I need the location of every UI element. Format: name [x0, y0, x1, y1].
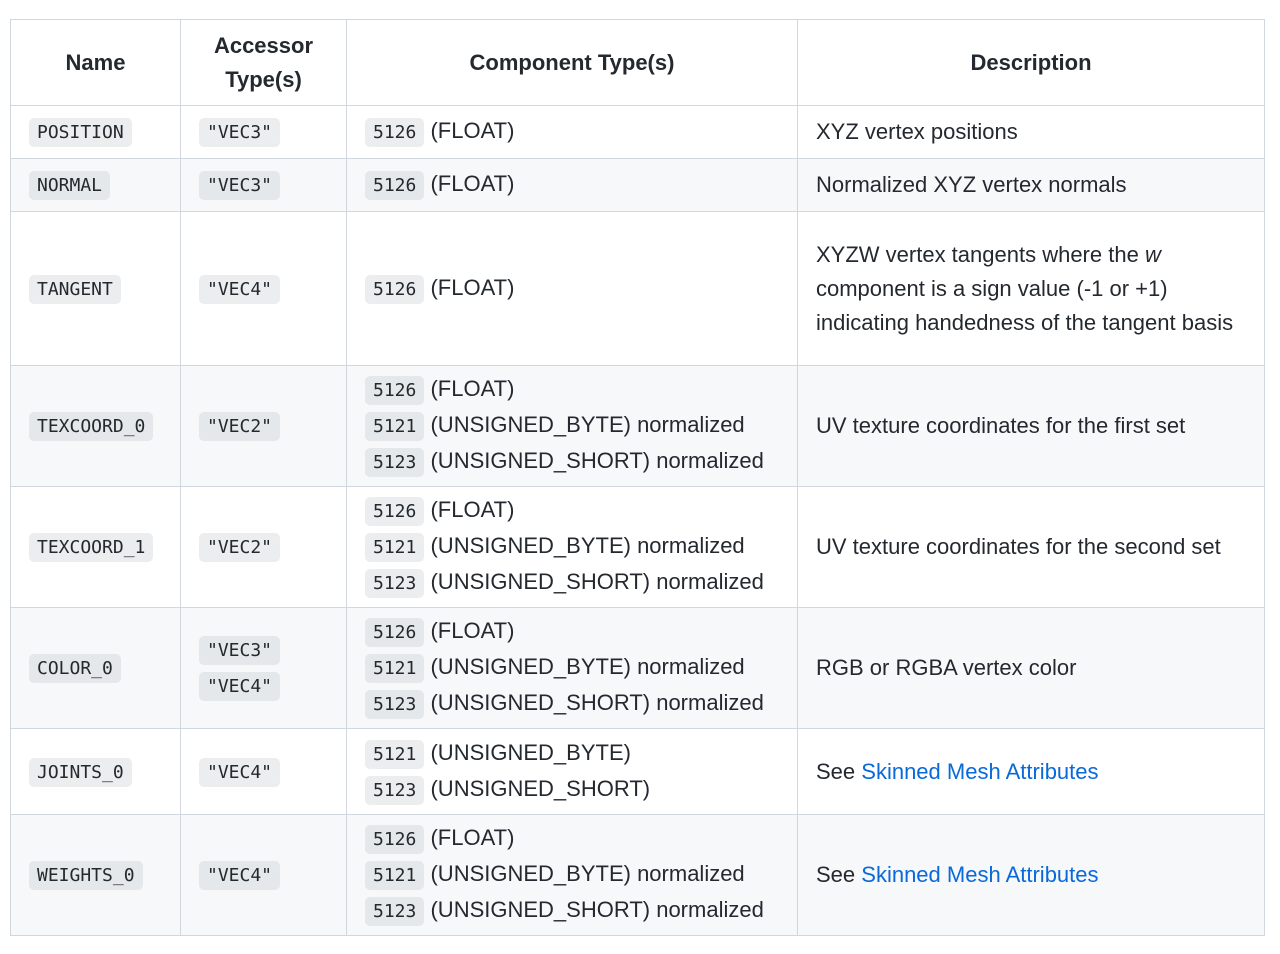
header-description: Description: [798, 20, 1265, 106]
component-type-code: 5126: [365, 825, 424, 854]
component-type-label: (UNSIGNED_SHORT) normalized: [430, 569, 764, 594]
description-text: See: [816, 758, 862, 784]
component-type-code: 5123: [365, 897, 424, 926]
component-type-label: (FLOAT): [430, 825, 515, 850]
component-types-cell: [347, 159, 798, 212]
description-text: See: [816, 862, 862, 887]
accessor-type-line: [199, 529, 328, 565]
component-type-code: 5126: [365, 497, 424, 526]
header-row: [11, 20, 1265, 106]
table-row: [11, 815, 1265, 936]
attribute-name-cell: [11, 106, 181, 159]
accessor-type-line: [199, 668, 328, 704]
accessor-type: "VEC3": [199, 118, 280, 147]
attribute-name-cell: [11, 608, 181, 729]
component-type-line: [365, 893, 779, 929]
accessor-type-line: [199, 857, 328, 893]
component-type-code: 5121: [365, 412, 424, 441]
component-types-cell: [347, 106, 798, 159]
component-type-code: 5126: [365, 118, 424, 147]
component-type-code: 5121: [365, 533, 424, 562]
component-type-line: [365, 614, 779, 650]
component-type-code: 5126: [365, 275, 424, 304]
attribute-name: WEIGHTS_0: [29, 861, 143, 890]
component-type-code: 5121: [365, 861, 424, 890]
component-type-code: 5126: [365, 171, 424, 200]
description-text: component is a sign value (-1 or +1) indicating handedness of the tangent basis: [816, 275, 1234, 335]
table-row: [11, 608, 1265, 729]
table-body: [11, 106, 1265, 936]
accessor-types-cell: [181, 815, 347, 936]
attribute-name-cell: [11, 487, 181, 608]
component-types-cell: [347, 815, 798, 936]
description-cell: [798, 212, 1265, 366]
attribute-name-cell: [11, 212, 181, 366]
component-type-label: (UNSIGNED_BYTE) normalized: [430, 654, 745, 679]
component-type-label: (FLOAT): [430, 118, 515, 143]
accessor-type-line: [199, 408, 328, 444]
component-type-label: (UNSIGNED_BYTE) normalized: [430, 861, 745, 886]
component-type-label: (UNSIGNED_SHORT): [430, 775, 651, 801]
component-type-line: [365, 444, 779, 480]
description-text: XYZ vertex positions: [816, 119, 1018, 144]
attribute-name: JOINTS_0: [29, 758, 132, 787]
component-type-line: [365, 650, 779, 686]
description-text: Normalized XYZ vertex normals: [816, 172, 1127, 197]
accessor-type: "VEC4": [199, 672, 280, 701]
accessor-type: "VEC4": [199, 275, 280, 304]
description-cell: [798, 729, 1265, 815]
attribute-name-cell: [11, 729, 181, 815]
attributes-table-container: [10, 19, 1264, 936]
table-row: [11, 106, 1265, 159]
header-accessor-types: Accessor Type(s): [181, 20, 347, 106]
accessor-types-cell: [181, 608, 347, 729]
component-type-label: (FLOAT): [430, 171, 515, 196]
component-type-line: [365, 493, 779, 529]
attribute-name-cell: [11, 159, 181, 212]
description-cell: [798, 106, 1265, 159]
component-type-label: (FLOAT): [430, 274, 515, 300]
component-type-label: (UNSIGNED_BYTE): [430, 739, 631, 765]
skinned-mesh-attributes-link[interactable]: Skinned Mesh Attributes: [861, 862, 1099, 887]
component-type-label: (UNSIGNED_SHORT) normalized: [430, 690, 764, 715]
accessor-type: "VEC4": [199, 861, 280, 890]
description-cell: [798, 159, 1265, 212]
accessor-type: "VEC3": [199, 171, 280, 200]
component-type-code: 5123: [365, 690, 424, 719]
accessor-type-line: [199, 271, 328, 307]
accessor-type-line: [199, 167, 328, 203]
attribute-name: TEXCOORD_1: [29, 533, 153, 562]
attribute-name: TANGENT: [29, 275, 121, 304]
description-cell: [798, 815, 1265, 936]
accessor-types-cell: [181, 106, 347, 159]
component-types-cell: [347, 366, 798, 487]
description-emphasis: w: [1144, 241, 1161, 267]
accessor-types-cell: [181, 487, 347, 608]
attributes-table: [10, 19, 1265, 936]
component-type-line: [365, 372, 779, 408]
component-type-line: [365, 167, 779, 203]
component-type-line: [365, 529, 779, 565]
component-type-label: (FLOAT): [430, 497, 515, 522]
attribute-name: TEXCOORD_0: [29, 412, 153, 441]
accessor-type: "VEC2": [199, 412, 280, 441]
description-cell: [798, 366, 1265, 487]
component-type-code: 5126: [365, 618, 424, 647]
component-type-line: [365, 408, 779, 444]
component-types-cell: [347, 212, 798, 366]
attribute-name: COLOR_0: [29, 654, 121, 683]
component-type-code: 5123: [365, 569, 424, 598]
attribute-name-cell: [11, 366, 181, 487]
header-name: Name: [11, 20, 181, 106]
component-type-label: (FLOAT): [430, 618, 515, 643]
component-type-line: [365, 114, 779, 150]
accessor-type-line: [199, 632, 328, 668]
description-text: UV texture coordinates for the second set: [816, 534, 1221, 559]
component-type-label: (UNSIGNED_BYTE) normalized: [430, 533, 745, 558]
accessor-type-line: [199, 114, 328, 150]
component-types-cell: [347, 487, 798, 608]
accessor-types-cell: [181, 729, 347, 815]
component-type-label: (FLOAT): [430, 376, 515, 401]
component-type-line: [365, 736, 779, 772]
component-types-cell: [347, 608, 798, 729]
component-type-code: 5121: [365, 740, 424, 769]
component-type-line: [365, 857, 779, 893]
component-type-code: 5121: [365, 654, 424, 683]
component-type-label: (UNSIGNED_SHORT) normalized: [430, 448, 764, 473]
component-type-line: [365, 565, 779, 601]
component-types-cell: [347, 729, 798, 815]
accessor-types-cell: [181, 212, 347, 366]
attribute-name: POSITION: [29, 118, 132, 147]
accessor-type: "VEC4": [199, 758, 280, 787]
component-type-line: [365, 271, 779, 307]
attribute-name: NORMAL: [29, 171, 110, 200]
table-row: [11, 212, 1265, 366]
accessor-types-cell: [181, 159, 347, 212]
component-type-code: 5123: [365, 776, 424, 805]
accessor-types-cell: [181, 366, 347, 487]
component-type-label: (UNSIGNED_SHORT) normalized: [430, 897, 764, 922]
description-text: UV texture coordinates for the first set: [816, 413, 1186, 438]
table-row: [11, 366, 1265, 487]
accessor-type: "VEC3": [199, 636, 280, 665]
description-cell: [798, 608, 1265, 729]
table-row: [11, 729, 1265, 815]
component-type-line: [365, 686, 779, 722]
component-type-code: 5126: [365, 376, 424, 405]
accessor-type-line: [199, 754, 328, 790]
component-type-label: (UNSIGNED_BYTE) normalized: [430, 412, 745, 437]
attribute-name-cell: [11, 815, 181, 936]
accessor-type: "VEC2": [199, 533, 280, 562]
description-text: XYZW vertex tangents where the: [816, 241, 1145, 267]
component-type-line: [365, 772, 779, 808]
header-component-types: Component Type(s): [347, 20, 798, 106]
component-type-code: 5123: [365, 448, 424, 477]
table-row: [11, 159, 1265, 212]
description-text: RGB or RGBA vertex color: [816, 655, 1077, 680]
table-header: [11, 20, 1265, 106]
component-type-line: [365, 821, 779, 857]
skinned-mesh-attributes-link[interactable]: Skinned Mesh Attributes: [861, 758, 1099, 784]
description-cell: [798, 487, 1265, 608]
table-row: [11, 487, 1265, 608]
